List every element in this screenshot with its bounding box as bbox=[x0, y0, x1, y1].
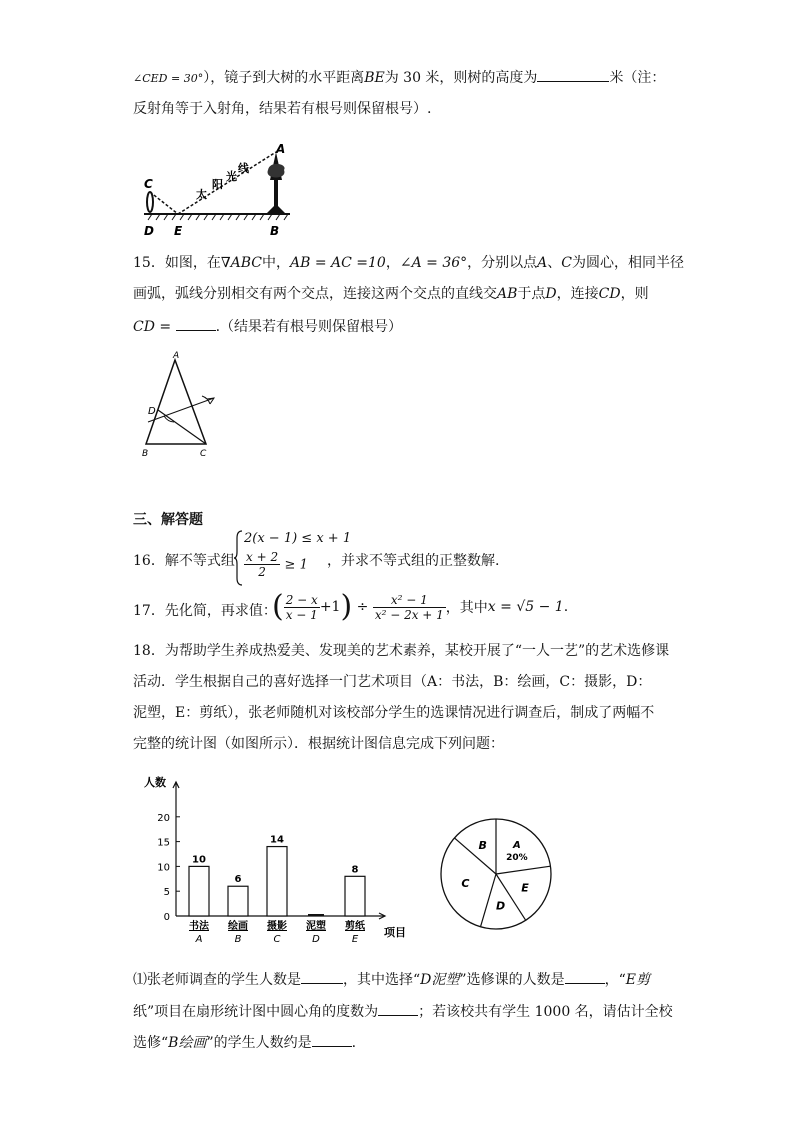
q15-point-c: C bbox=[561, 255, 572, 271]
slice-label-D: D bbox=[495, 899, 506, 913]
q15-text-a: 15．如图，在 bbox=[133, 255, 221, 271]
fig15-label-c: C bbox=[200, 449, 207, 459]
q15-text-j: .（结果若有根号则保留根号） bbox=[215, 319, 403, 335]
q18-text-g: ；若该校共有学生 1000 名，请估计全校 bbox=[418, 1004, 673, 1020]
q15-angle: ∠A = 36° bbox=[399, 255, 468, 271]
brace-icon bbox=[234, 530, 244, 586]
q17-f1-den: x − 1 bbox=[285, 607, 318, 622]
q17-divide: ÷ bbox=[356, 599, 369, 615]
label-E: E bbox=[174, 224, 183, 238]
q15-sep: 、 bbox=[547, 255, 562, 271]
q15-text-f: 画弧，弧线分别相交有两个交点，连接这两个交点的直线交 bbox=[133, 286, 497, 302]
q17-end: . bbox=[563, 599, 569, 615]
person-shape bbox=[147, 192, 153, 212]
slice-label-B: B bbox=[478, 838, 487, 852]
y-tick-label: 10 bbox=[157, 862, 170, 874]
q18-part1-line3 bbox=[133, 1032, 356, 1053]
q18-text-d: ”选修课的人数是 bbox=[459, 972, 565, 988]
category-letter: B bbox=[234, 934, 242, 945]
q18-text-i: ”的学生人数约是 bbox=[206, 1035, 312, 1051]
q14-answer-blank[interactable] bbox=[537, 67, 609, 82]
bar-C bbox=[267, 847, 287, 916]
sun-char-1: 太 bbox=[196, 188, 207, 201]
q16-inequality-2 bbox=[244, 550, 308, 579]
q18-text-h: 选修“ bbox=[133, 1035, 169, 1051]
slice-percent-A: 20% bbox=[506, 852, 528, 863]
x-axis-label: 项目 bbox=[384, 926, 406, 939]
q18-text-e: ，“ bbox=[604, 972, 626, 988]
category-letter: D bbox=[312, 934, 320, 945]
q18-d-clay: D泥塑 bbox=[420, 972, 460, 988]
q17-f1-num: 2 − x bbox=[285, 592, 318, 607]
q15-line3 bbox=[133, 316, 402, 337]
q17-prefix: 17．先化简，再求值： bbox=[133, 603, 277, 619]
slice-label-A: A bbox=[513, 839, 521, 851]
category-letter: C bbox=[273, 934, 281, 945]
section-title: 三、解答题 bbox=[133, 512, 203, 528]
label-A: A bbox=[276, 142, 286, 156]
q18-part1-line1 bbox=[133, 969, 650, 990]
category-label: 摄影 bbox=[267, 921, 287, 932]
q15-text-b: 中， bbox=[261, 255, 290, 271]
q16-relation: ≥ 1 bbox=[284, 557, 308, 573]
q17-expression bbox=[272, 589, 569, 624]
bar-value-label: 8 bbox=[351, 864, 359, 876]
q15-line2 bbox=[133, 284, 649, 304]
bar-A bbox=[189, 866, 209, 916]
bar-value-label: 14 bbox=[270, 834, 284, 846]
q15-text-g: 于点 bbox=[517, 286, 546, 302]
q17-fraction-2 bbox=[373, 593, 446, 622]
fig15-label-d: D bbox=[148, 406, 156, 417]
q18-e-paper: E剪 bbox=[625, 972, 650, 988]
slice-label-C: C bbox=[461, 876, 470, 890]
q17-f2-num: x² − 1 bbox=[373, 593, 446, 608]
q15-point-a: A bbox=[537, 255, 548, 271]
q14-be: BE bbox=[364, 70, 385, 86]
bar-E bbox=[345, 876, 365, 916]
bar-B bbox=[228, 886, 248, 916]
q18-blank-d[interactable] bbox=[565, 969, 605, 984]
q16-prefix: 16．解不等式组 bbox=[133, 553, 235, 569]
y-tick-label: 20 bbox=[157, 812, 170, 824]
q14-text-a: ），镜子到大树的水平距离 bbox=[203, 70, 365, 86]
pie-chart bbox=[436, 814, 556, 934]
q18-text-j: . bbox=[351, 1035, 357, 1051]
q18-line1: 18．为帮助学生养成热爱美、发现美的艺术素养，某校开展了“一人一艺”的艺术选修课 bbox=[133, 643, 670, 659]
q15-triangle: ∇ABC bbox=[220, 255, 262, 271]
label-B: B bbox=[270, 224, 280, 238]
q18-line3: 泥塑，E：剪纸），张老师随机对该校部分学生的选课情况进行调查后，制成了两幅不 bbox=[133, 705, 655, 721]
y-axis-label: 人数 bbox=[144, 776, 166, 789]
q14-unit: 米（注： bbox=[609, 70, 666, 86]
left-paren: ( bbox=[272, 589, 284, 624]
category-label: 绘画 bbox=[228, 921, 248, 932]
q16-frac-num: x + 2 bbox=[246, 550, 279, 564]
q17-x-value: x = √5 − 1 bbox=[487, 599, 564, 615]
q17-f2-den: x² − 2x + 1 bbox=[374, 607, 444, 622]
tree-shape bbox=[266, 152, 286, 214]
q15-point-d: D bbox=[545, 286, 557, 302]
q17-fraction-1 bbox=[284, 593, 320, 622]
q15-ab: AB bbox=[497, 286, 518, 302]
bar-chart bbox=[140, 772, 410, 952]
q15-comma: ， bbox=[385, 255, 400, 271]
category-label: 泥塑 bbox=[306, 921, 326, 932]
fig15-label-a: A bbox=[173, 351, 180, 361]
sun-char-2: 阳 bbox=[212, 178, 223, 191]
q18-blank-angle[interactable] bbox=[378, 1001, 418, 1016]
category-letter: E bbox=[351, 934, 359, 945]
q18-blank-total[interactable] bbox=[301, 969, 343, 984]
bar-value-label: 10 bbox=[192, 854, 206, 866]
q15-equal: AB = AC =10 bbox=[289, 255, 386, 271]
bar-value-label: 6 bbox=[234, 874, 242, 886]
category-label: 剪纸 bbox=[345, 921, 365, 932]
triangle-figure bbox=[138, 348, 228, 460]
category-letter: A bbox=[195, 934, 203, 945]
q15-answer-blank[interactable] bbox=[176, 316, 216, 331]
y-tick-label: 15 bbox=[157, 837, 170, 849]
sun-char-3: 光 bbox=[226, 170, 237, 183]
q16-fraction bbox=[244, 550, 280, 579]
q17-plus-one: +1 bbox=[319, 599, 341, 615]
y-tick-label: 0 bbox=[163, 912, 170, 923]
q18-text-b: ，其中选择“ bbox=[343, 972, 421, 988]
q18-b-paint: B绘画 bbox=[168, 1035, 207, 1051]
right-paren: ) bbox=[340, 589, 353, 624]
q18-line2: 活动．学生根据自己的喜好选择一门艺术项目（A：书法，B：绘画，C：摄影，D： bbox=[133, 674, 652, 690]
tree-mirror-figure bbox=[138, 140, 298, 240]
q16-inequality-1: 2(x − 1) ≤ x + 1 bbox=[244, 531, 352, 546]
q18-blank-b[interactable] bbox=[312, 1032, 352, 1047]
q14-text-b: 为 30 米，则树的高度为 bbox=[384, 70, 538, 86]
q16-frac-den: 2 bbox=[258, 565, 266, 579]
q15-cd-eq: CD = bbox=[133, 319, 172, 335]
label-D: D bbox=[144, 224, 154, 238]
q17-where: ，其中 bbox=[445, 600, 488, 616]
q15-line1 bbox=[133, 253, 684, 273]
q18-text-a: ⑴张老师调查的学生人数是 bbox=[133, 972, 301, 988]
q14-angle: ∠CED = 30° bbox=[133, 72, 204, 85]
fig15-label-b: B bbox=[142, 449, 149, 459]
q15-text-d: ，分别以点 bbox=[467, 255, 538, 271]
q18-line4: 完整的统计图（如图所示）．根据统计图信息完成下列问题： bbox=[133, 736, 504, 752]
sun-char-4: 线 bbox=[238, 162, 249, 175]
q15-text-i: ，则 bbox=[620, 286, 649, 302]
q18-text-f: 纸”项目在扇形统计图中圆心角的度数为 bbox=[133, 1004, 379, 1020]
q14-line2: 反射角等于入射角，结果若有根号则保留根号）. bbox=[133, 101, 432, 117]
q15-text-h: ，连接 bbox=[556, 286, 599, 302]
y-tick-label: 5 bbox=[163, 887, 170, 899]
q15-text-e: 为圆心，相同半径 bbox=[571, 255, 684, 271]
q14-line1 bbox=[133, 67, 665, 89]
q18-part1-line2 bbox=[133, 1001, 673, 1022]
q16-suffix: ，并求不等式组的正整数解. bbox=[327, 553, 500, 569]
category-label: 书法 bbox=[189, 921, 209, 932]
slice-label-E: E bbox=[521, 881, 529, 895]
q15-cd: CD bbox=[598, 286, 621, 302]
label-C: C bbox=[144, 177, 153, 191]
